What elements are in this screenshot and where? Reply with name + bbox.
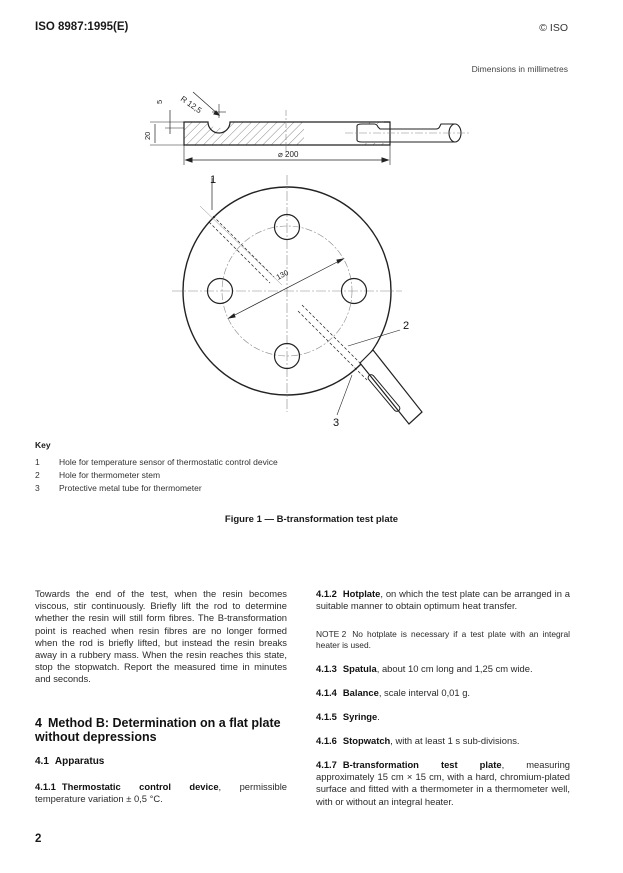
diameter-label: ⌀ 200 bbox=[278, 150, 299, 159]
plan-view bbox=[172, 175, 422, 424]
standard-identifier: ISO 8987:1995(E) bbox=[35, 21, 129, 33]
item-number: 4.1.6 bbox=[316, 735, 337, 746]
item-text: , on which the test plate can be arranged in a suitable manner to obtain optimum heat transfer. bbox=[316, 588, 570, 612]
dimensions-note: Dimensions in millimetres bbox=[471, 64, 568, 74]
section-title: Apparatus bbox=[54, 756, 105, 767]
key-number: 2 bbox=[35, 470, 40, 480]
note-text: No hotplate is necessary if a test plate with an integral heater is used. bbox=[316, 629, 570, 650]
bolt-circle-label: 130 bbox=[274, 267, 290, 282]
item-term: Thermostatic control device bbox=[61, 781, 219, 792]
key-text: Hole for temperature sensor of thermostatic control device bbox=[59, 457, 278, 467]
key-text: Protective metal tube for thermometer bbox=[59, 483, 202, 493]
item-term: Syringe bbox=[342, 711, 378, 722]
figure-caption: Figure 1 — B-transformation test plate bbox=[224, 514, 399, 525]
section-title: Method B: Determination on a flat plate without depressions bbox=[35, 716, 281, 744]
item-text: , measuring approximately 15 cm × 15 cm, with a hard, chromium-plated surface and fitted with a thermometer in a thermometer well, with or without an integral heater. bbox=[316, 759, 570, 807]
item-text: , permissible temperature variation ± 0,5 °C. bbox=[35, 781, 287, 805]
intro-paragraph: Towards the end of the test, when the resin becomes viscous, stir continuously. Briefly lift the rod to determine whether the resin will still form fibres. The B-transformation point is reached when resin fibres are no longer formed when the rod is briefly lifted, but instead the resin breaks away in a rubbery mass. When the resin reaches this state, stop the stopwatch. Report the measured time in minutes and seconds. bbox=[35, 588, 287, 685]
key-item bbox=[35, 456, 278, 469]
callout-3: 3 bbox=[333, 417, 340, 429]
note-label: NOTE 2 bbox=[316, 629, 347, 639]
item-4-1-3 bbox=[316, 663, 570, 675]
item-number: 4.1.3 bbox=[316, 663, 337, 674]
callout-1: 1 bbox=[210, 174, 217, 186]
item-4-1-1 bbox=[35, 781, 287, 805]
section-number: 4 bbox=[35, 716, 42, 730]
item-text: , about 10 cm long and 1,25 cm wide. bbox=[376, 663, 533, 674]
item-4-1-4 bbox=[316, 687, 570, 699]
item-number: 4.1.5 bbox=[316, 711, 337, 722]
key-item bbox=[35, 469, 278, 482]
key-title: Key bbox=[35, 440, 51, 450]
note-2 bbox=[316, 629, 570, 651]
key-number: 1 bbox=[35, 457, 40, 467]
key-item bbox=[35, 482, 278, 495]
item-term: Hotplate bbox=[342, 588, 381, 599]
item-term: Stopwatch bbox=[342, 735, 391, 746]
key-list bbox=[35, 456, 278, 495]
item-text: , scale interval 0,01 g. bbox=[378, 687, 471, 698]
section-4-1-heading bbox=[35, 756, 287, 768]
copyright-mark: © ISO bbox=[539, 22, 568, 34]
item-text: . bbox=[377, 711, 380, 722]
item-4-1-7 bbox=[316, 759, 570, 808]
item-number: 4.1.4 bbox=[316, 687, 337, 698]
key-number: 3 bbox=[35, 483, 40, 493]
callout-2: 2 bbox=[403, 320, 410, 332]
page-number: 2 bbox=[35, 833, 42, 845]
item-number: 4.1.1 bbox=[35, 781, 56, 792]
thickness-label: 20 bbox=[143, 131, 152, 140]
item-number: 4.1.7 bbox=[316, 759, 337, 770]
radius-label: R 12,5 bbox=[178, 94, 204, 116]
item-text: , with at least 1 s sub-divisions. bbox=[390, 735, 520, 746]
item-term: Balance bbox=[342, 687, 379, 698]
section-4-heading bbox=[35, 716, 287, 744]
left-column bbox=[35, 588, 287, 686]
item-number: 4.1.2 bbox=[316, 588, 337, 599]
item-4-1-6 bbox=[316, 735, 570, 747]
section-number: 4.1 bbox=[35, 756, 49, 767]
item-4-1-2 bbox=[316, 588, 570, 612]
item-term: B-transformation test plate bbox=[342, 759, 502, 770]
key-text: Hole for thermometer stem bbox=[59, 470, 161, 480]
item-term: Spatula bbox=[342, 663, 377, 674]
depth-label: 5 bbox=[155, 99, 164, 104]
item-4-1-5 bbox=[316, 711, 570, 723]
